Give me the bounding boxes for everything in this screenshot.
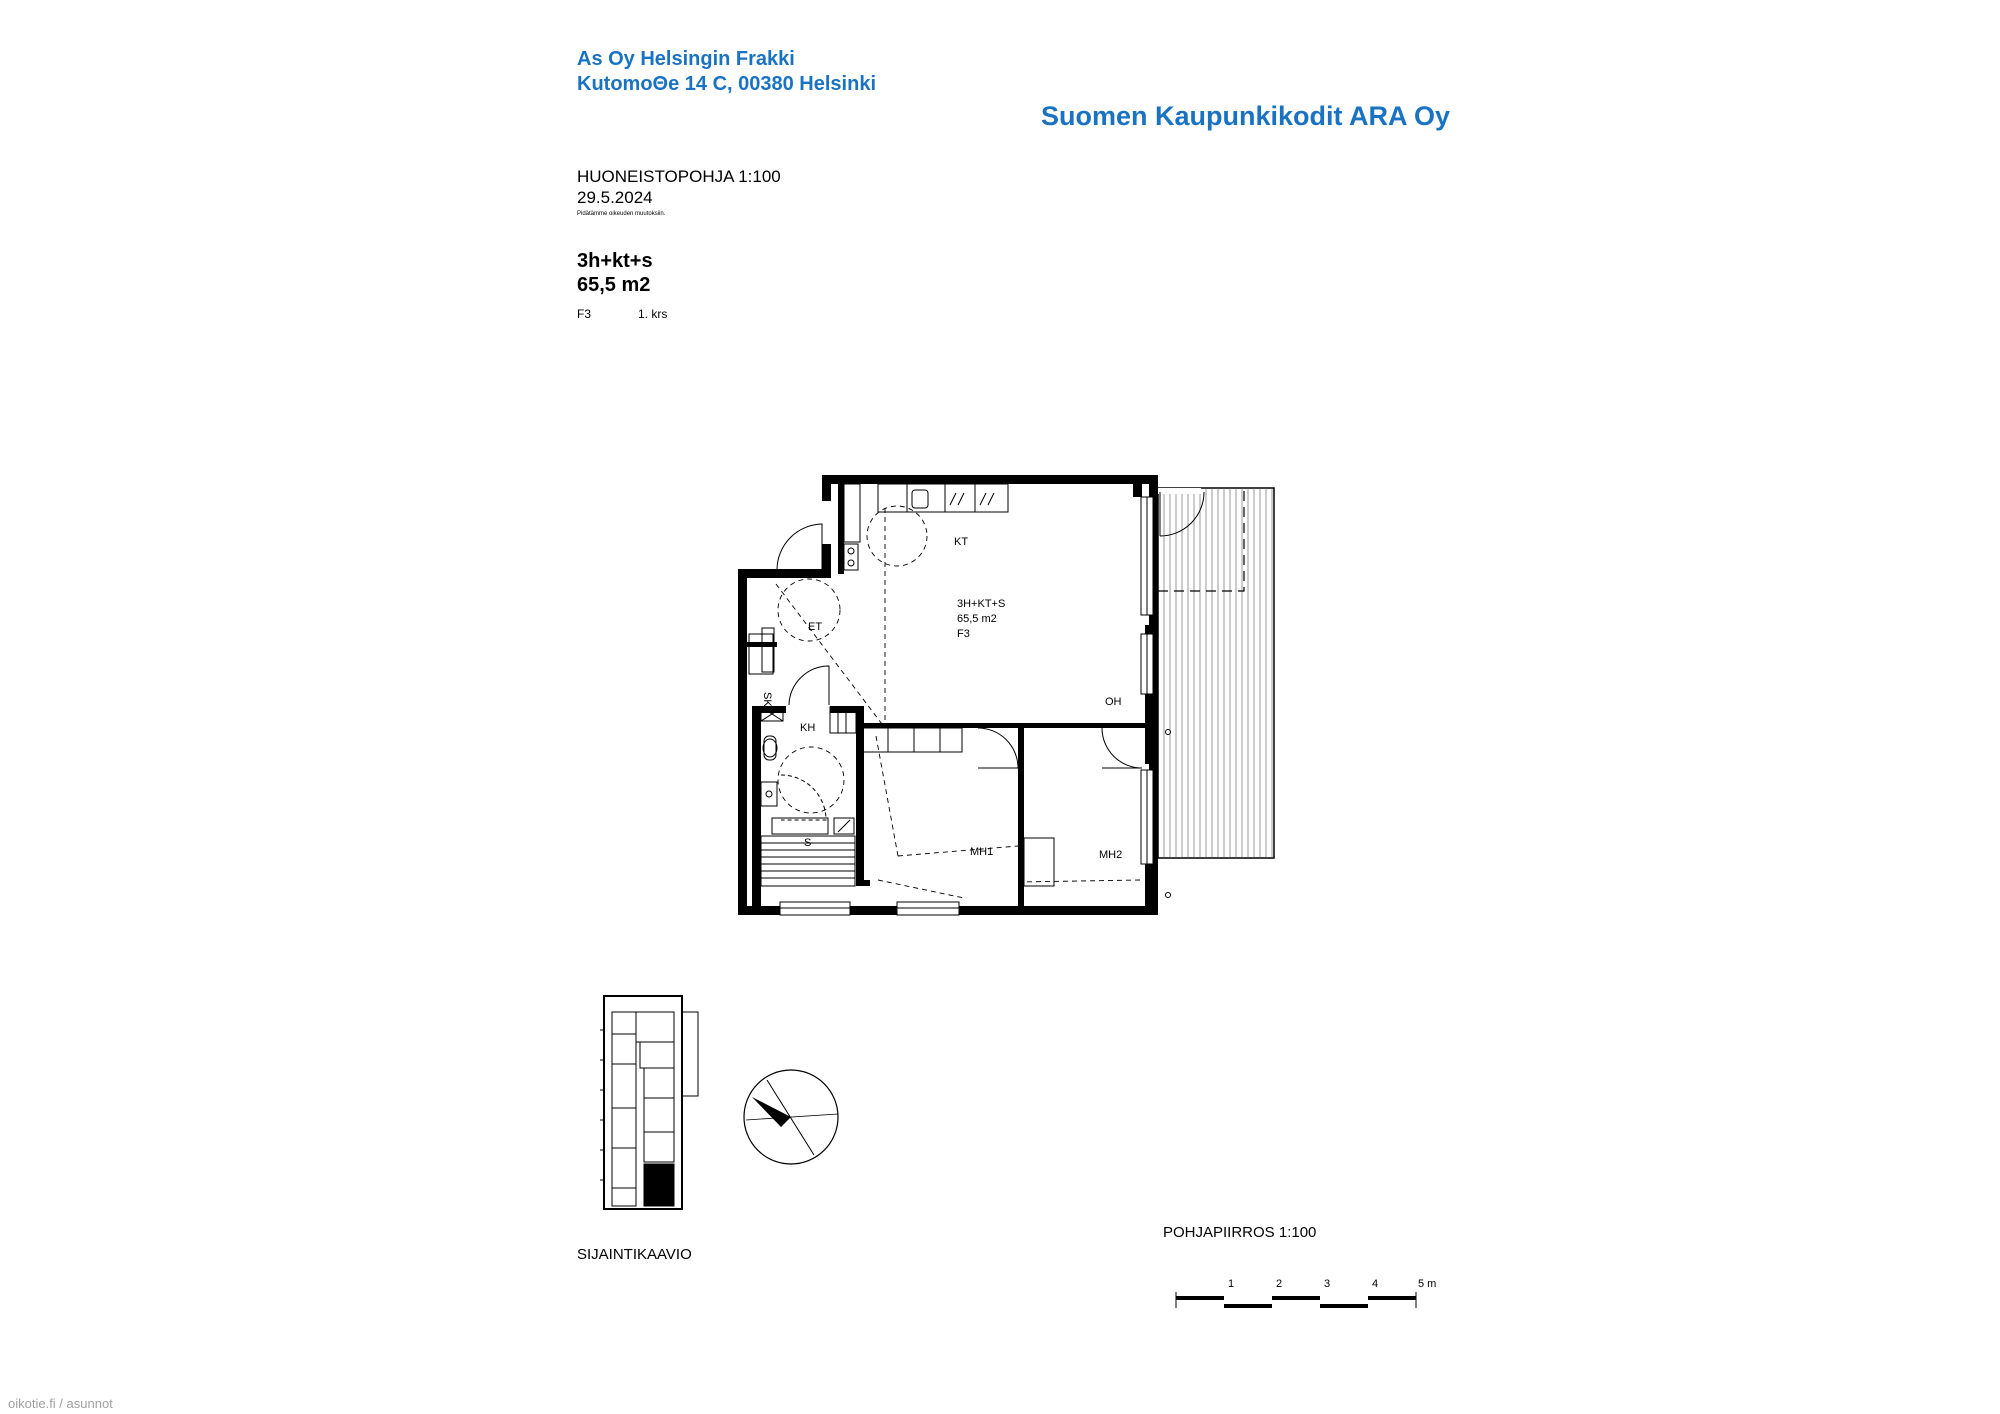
room-label-et: ET — [808, 621, 823, 633]
project-address: KutomoΘe 14 C, 00380 Helsinki — [577, 73, 877, 95]
exterior-walls — [738, 475, 1158, 915]
center-label-area: 65,5 m2 — [957, 613, 997, 625]
room-labels — [761, 536, 1122, 861]
scale-bar — [1176, 1278, 1436, 1308]
site-plan-label: SIJAINTIKAAVIO — [577, 1246, 692, 1263]
center-label-type: 3H+KT+S — [957, 598, 1006, 610]
room-label-mh1: MH1 — [970, 846, 994, 858]
watermark: oikotie.fi / asunnot — [8, 1396, 113, 1411]
apartment-area: 65,5 m2 — [577, 274, 651, 296]
floor-plan — [738, 475, 1274, 915]
apartment-type: 3h+kt+s — [577, 250, 653, 272]
apartment-code: F3 — [577, 307, 592, 321]
room-label-sk: SK — [761, 692, 773, 707]
apartment-floor: 1. krs — [638, 307, 668, 321]
scale-tick-5: 5 m — [1418, 1278, 1437, 1290]
center-label-code: F3 — [957, 628, 970, 640]
scale-label: POHJAPIIRROS 1:100 — [1163, 1224, 1317, 1241]
doors — [777, 524, 1142, 820]
scale-tick-3: 3 — [1324, 1278, 1331, 1290]
north-arrow-icon — [744, 1070, 838, 1164]
balcony — [1156, 488, 1274, 858]
room-label-kh: KH — [800, 722, 816, 734]
scale-tick-2: 2 — [1276, 1278, 1283, 1290]
company-name: Suomen Kaupunkikodit ARA Oy — [1041, 101, 1451, 131]
scale-tick-4: 4 — [1372, 1278, 1379, 1290]
plan-date: 29.5.2024 — [577, 188, 653, 207]
plan-disclaimer: Pidätämme oikeuden muutoksiin. — [577, 211, 666, 217]
room-label-kt: KT — [954, 536, 969, 548]
plan-title: HUONEISTOPOHJA 1:100 — [577, 167, 781, 186]
scale-tick-1: 1 — [1228, 1278, 1235, 1290]
room-label-oh: OH — [1105, 696, 1122, 708]
site-plan — [600, 996, 698, 1209]
room-label-mh2: MH2 — [1099, 849, 1123, 861]
room-label-s: S — [804, 837, 812, 849]
project-name: As Oy Helsingin Frakki — [577, 48, 795, 70]
